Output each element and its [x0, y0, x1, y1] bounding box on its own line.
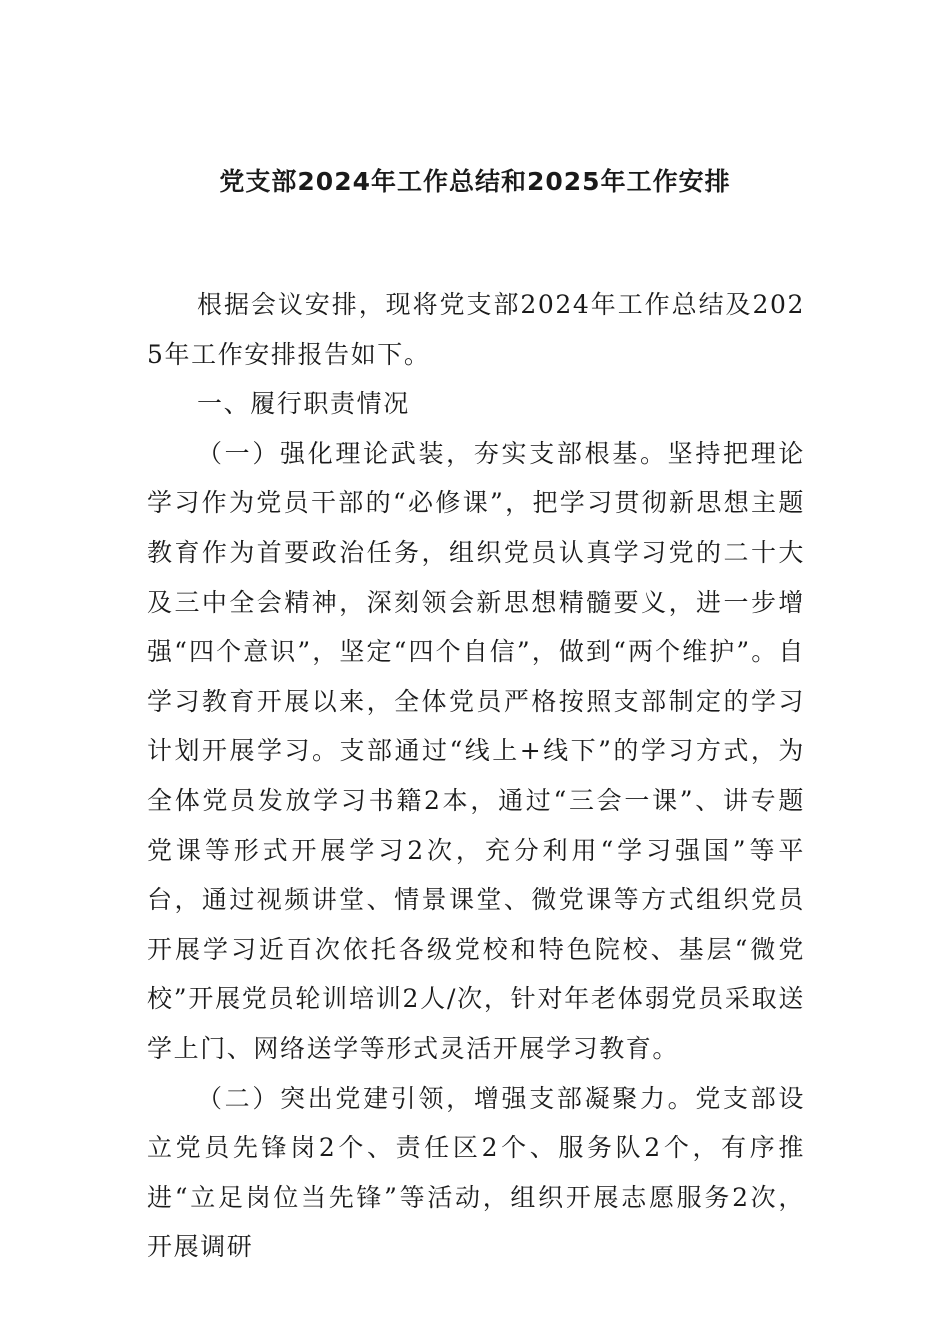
section-heading: 一、履行职责情况: [197, 389, 410, 419]
subsection-paragraph-2: （二）突出党建引领，增强支部凝聚力。党支部设立党员先锋岗2个、责任区2个、服务队2个，有序推进“立足岗位当先锋”等活动，组织开展志愿服务2次，开展调研: [147, 1083, 805, 1262]
document-body: [147, 280, 805, 1272]
document-title: 党支部2024年工作总结和2025年工作安排: [219, 167, 731, 196]
subsection-paragraph-1: （一）强化理论武装，夯实支部根基。坚持把理论学习作为党员干部的“必修课”，把学习贯彻新思想主题教育作为首要政治任务，组织党员认真学习党的二十大及三中全会精神，深刻领会新思想精髓要义，进一步增强“四个意识”，坚定“四个自信”，做到“两个维护”。自学习教育开展以来，全体党员严格按照支部制定的学习计划开展学习。支部通过“线上+线下”的学习方式，为全体党员发放学习书籍2本，通过“三会一课”、讲专题党课等形式开展学习2次，充分利用“学习强国”等平台，通过视频讲堂、情景课堂、微党课等方式组织党员开展学习近百次依托各级党校和特色院校、基层“微党校”开展党员轮训培训2人/次，针对年老体弱党员采取送学上门、网络送学等形式灵活开展学习教育。: [147, 438, 805, 1063]
intro-paragraph: 根据会议安排，现将党支部2024年工作总结及2025年工作安排报告如下。: [147, 290, 805, 369]
